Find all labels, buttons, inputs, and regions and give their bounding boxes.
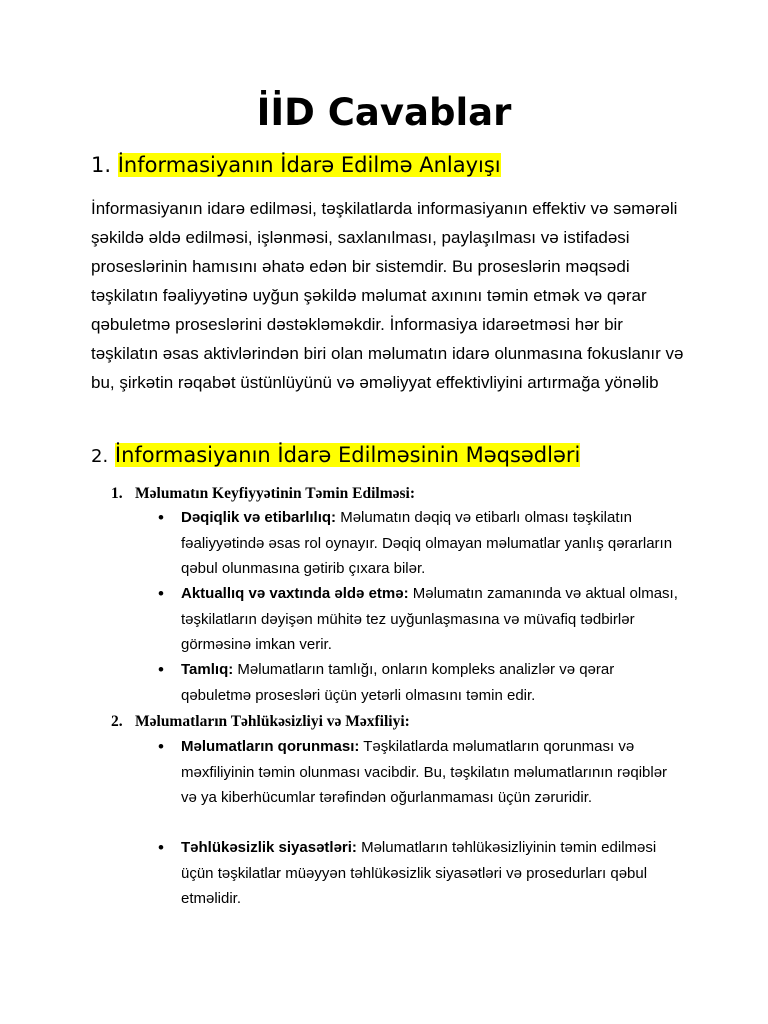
bullet-label: Təhlükəsizlik siyasətləri: [181,839,357,856]
list-item-heading [111,712,410,732]
list-item-title: Məlumatın Keyfiyyətinin Təmin Edilməsi: [135,485,415,502]
section-2-number: 2. [91,446,109,467]
bullet-text: Məlumatların tamlığı, onların kompleks analizlər və qərar qəbuletmə prosesləri üçün yetərli olmasını təmin edir. [181,661,615,704]
section-1-heading [91,150,501,180]
section-1-paragraph: İnformasiyanın idarə edilməsi, təşkilatlarda informasiyanın effektiv və səmərəli şəkildə əldə edilməsi, işlənməsi, saxlanılması, paylaşılması və istifadəsi proseslərinin hamısını əhatə edən bir sistemdir. Bu proseslərin məqsədi təşkilatın fəaliyyətinə uyğun şəkildə məlumat axınını təmin etmək və qərar qəbuletmə proseslərini dəstəkləməkdir. İnformasiya idarəetməsi hər bir təşkilatın əsas aktivlərindən biri olan məlumatın idarə olunmasına fokuslanır və bu, şirkətin rəqabət üstünlüyünü və əməliyyat effektivliyini artırmağa yönəlib [91,199,684,392]
section-1-title: İnformasiyanın İdarə Edilmə Anlayışı [117,153,501,177]
list-item-number: 1. [111,485,123,502]
list-item-heading [111,484,415,504]
list-item-number: 2. [111,713,123,730]
list-item-title: Məlumatların Təhlükəsizliyi və Məxfiliyi: [135,713,410,730]
bullet-item [181,835,686,912]
section-2-heading [91,440,580,472]
bullet-label: Aktuallıq və vaxtında əldə etmə: [181,585,409,602]
page-title: İİD Cavablar [256,91,512,134]
bullet-text: Məlumatın zamanında və aktual olması, təşkilatların dəyişən mühitə tez uyğunlaşmasına və müvafiq tədbirlər görməsinə imkan verir. [181,585,678,653]
bullet-item [181,657,686,708]
bullet-item [181,581,686,658]
bullet-label: Məlumatların qorunması: [181,738,360,755]
bullet-item [181,734,686,811]
bullet-label: Tamlıq: [181,661,234,678]
bullet-text: Təşkilatlarda məlumatların qorunması və məxfiliyinin təmin olunması vacibdir. Bu, təşkilatın məlumatlarının rəqiblər və ya kiberhücumlar tərəfindən oğurlanmaması üçün zəruridir. [181,738,668,806]
bullet-text: Məlumatların təhlükəsizliyinin təmin edilməsi üçün təşkilatlar müəyyən təhlükəsizlik siyasətləri və prosedurları qəbul etməlidir. [181,839,657,907]
bullet-item [181,505,686,582]
section-1-number: 1. [91,153,112,177]
bullet-text: Məlumatın dəqiq və etibarlı olması təşkilatın fəaliyyətində əsas rol oynayır. Dəqiq olmayan məlumatlar yanlış qərarların qəbul olunmasına gətirib çıxara bilər. [181,509,673,577]
bullet-label: Dəqiqlik və etibarlılıq: [181,509,337,526]
section-2-title: İnformasiyanın İdarə Edilməsinin Məqsədləri [114,443,581,467]
